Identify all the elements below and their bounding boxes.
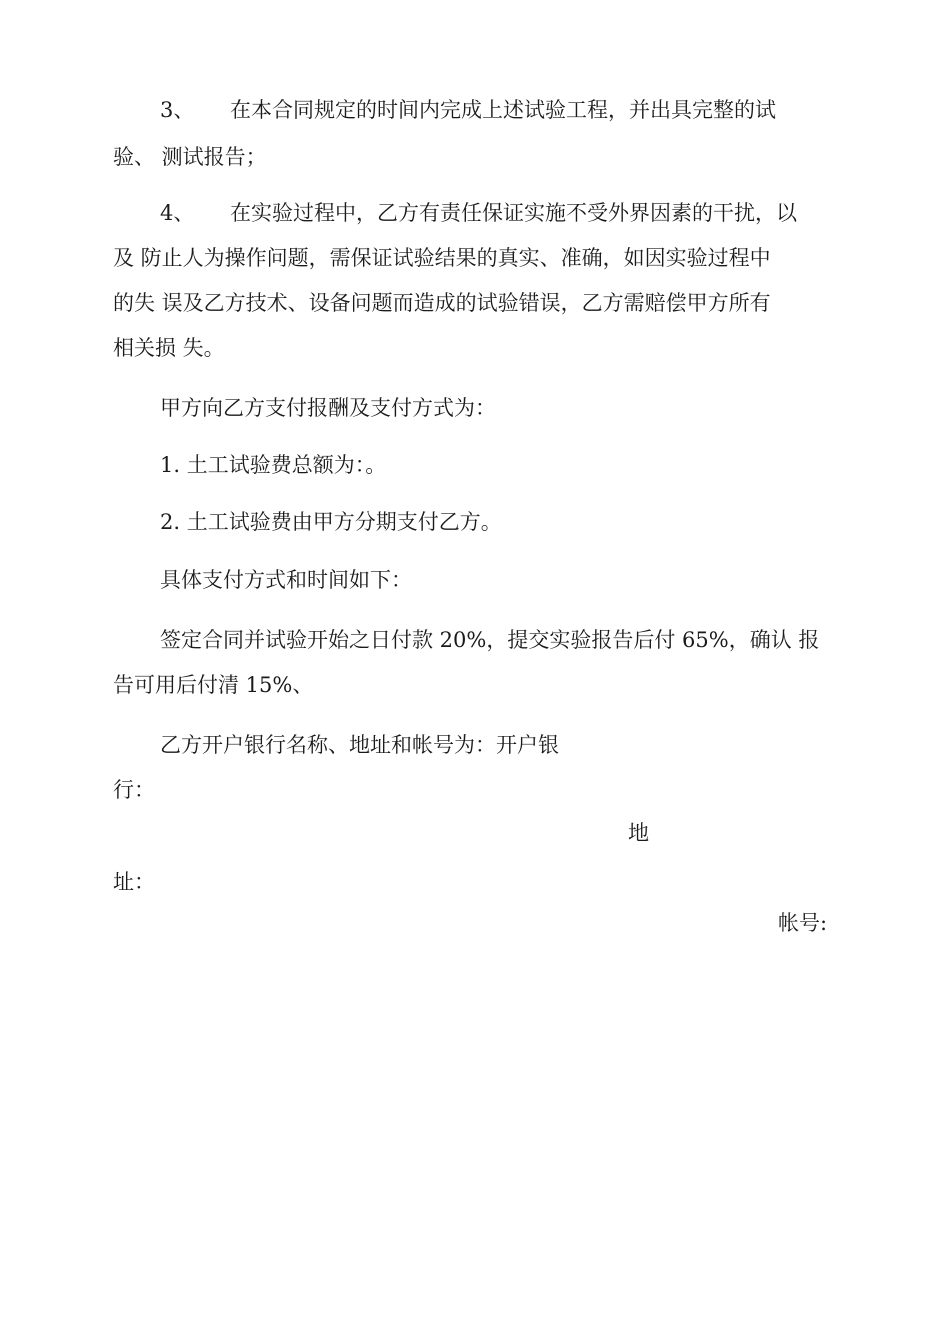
payment-schedule-line-1: 签定合同并试验开始之日付款 20%，提交实验报告后付 65%，确认 报: [160, 628, 820, 652]
bank-account-label: 帐号:: [778, 911, 828, 935]
bank-address-head: 地: [628, 821, 649, 845]
payment-schedule-line-2: 告可用后付清 15%、: [113, 673, 314, 697]
payment-intro: 甲方向乙方支付报酬及支付方式为：: [160, 396, 496, 420]
payment-point-2: 2. 土工试验费由甲方分期支付乙方。: [160, 510, 502, 534]
item-4-text-line-2: 及 防止人为操作问题，需保证试验结果的真实、准确，如因实验过程中: [113, 246, 771, 270]
item-3-text-line-2: 验、 测试报告；: [113, 145, 267, 169]
item-4-text-line-4: 相关损 失。: [113, 336, 225, 360]
item-3-text-line-1: 在本合同规定的时间内完成上述试验工程，并出具完整的试: [230, 98, 776, 122]
bank-address-tail: 址：: [113, 870, 155, 894]
item-4-text-line-1: 在实验过程中，乙方有责任保证实施不受外界因素的干扰，以: [230, 201, 797, 225]
bank-intro: 乙方开户银行名称、地址和帐号为：开户银: [160, 733, 559, 757]
payment-point-1: 1. 土工试验费总额为：。: [160, 453, 387, 477]
item-4-text-line-3: 的失 误及乙方技术、设备问题而造成的试验错误，乙方需赔偿甲方所有: [113, 291, 771, 315]
bank-name-continuation: 行：: [113, 778, 155, 802]
item-3-number: 3、: [160, 98, 195, 122]
payment-details-intro: 具体支付方式和时间如下：: [160, 568, 412, 592]
item-4-number: 4、: [160, 201, 195, 225]
